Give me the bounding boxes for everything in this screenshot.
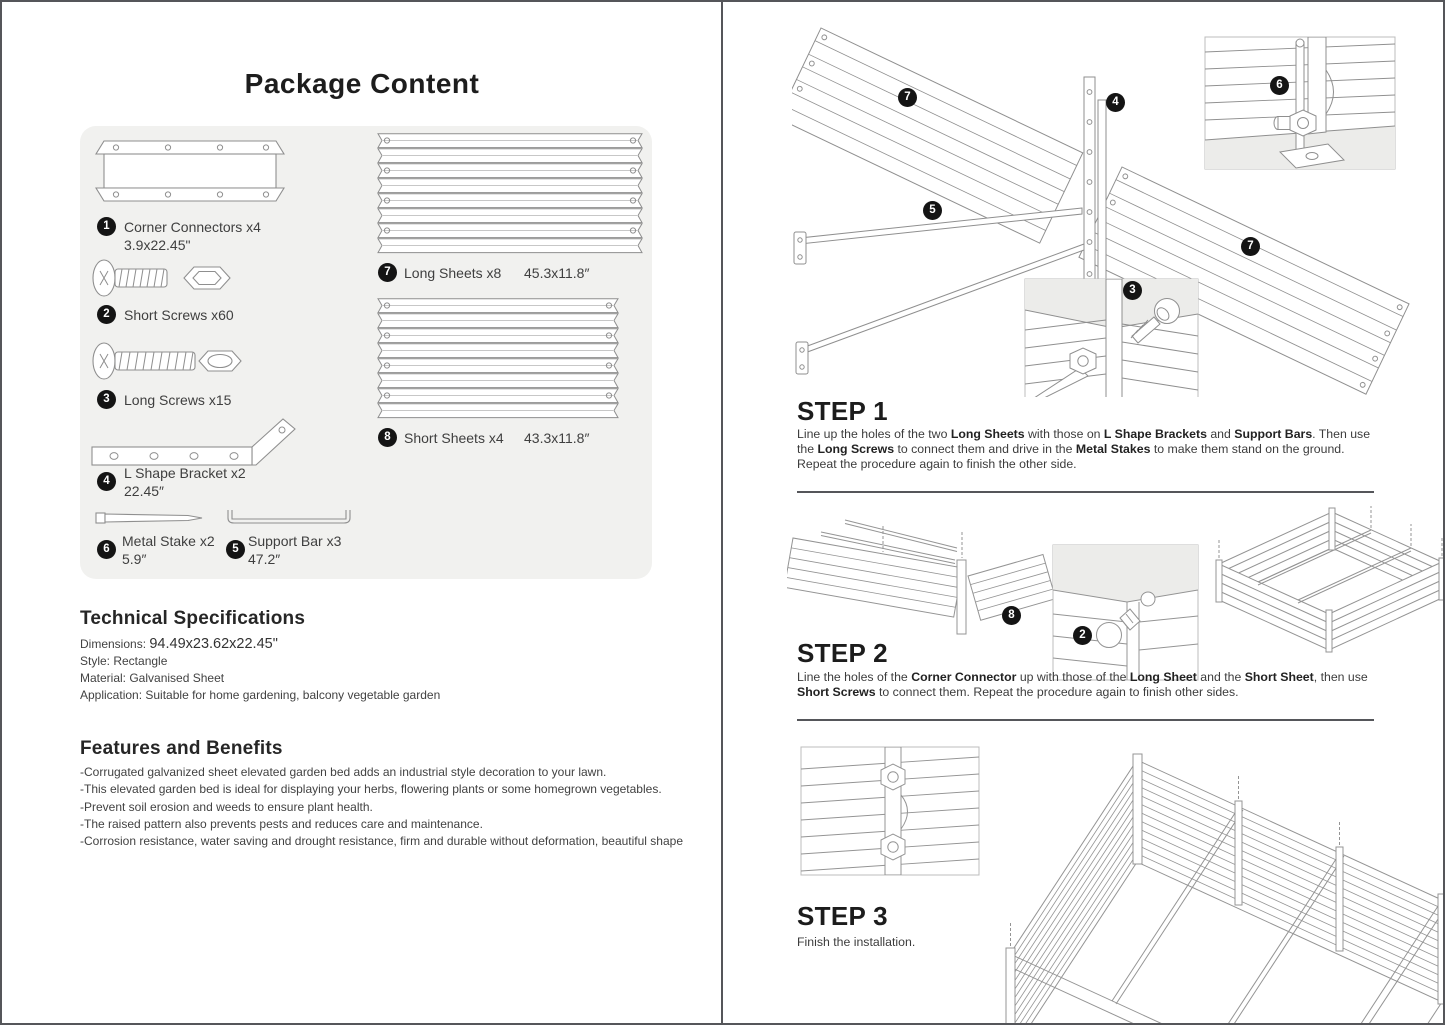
feature-item: -Prevent soil erosion and weeds to ensure plant health. xyxy=(80,799,373,814)
step1-body xyxy=(797,427,1377,473)
spec-style: Style: Rectangle xyxy=(80,654,168,668)
step2-bold: Corner Connector xyxy=(911,670,1017,684)
part-label-l-shape-bracket: L Shape Bracket x2 xyxy=(124,465,246,481)
feature-item: -This elevated garden bed is ideal for displaying your herbs, flowering plants or some homegrown vegetables. xyxy=(80,782,662,797)
spec-application: Application: Suitable for home gardening, balcony vegetable garden xyxy=(80,688,441,702)
step1-text: . Then use the xyxy=(797,427,1371,457)
step1-bold: Long Screws xyxy=(817,442,895,457)
part-dim-metal-stake: 5.9″ xyxy=(122,551,147,567)
diagram-badge-l-shape-bracket: 4 xyxy=(1106,93,1125,112)
section-separator xyxy=(797,491,1374,493)
short-screw-drawing xyxy=(90,257,240,299)
spec-dimensions xyxy=(80,636,680,653)
step1-bold: L Shape Brackets xyxy=(1103,427,1207,441)
diagram-badge-long-sheet-right: 7 xyxy=(1241,237,1260,256)
step2-text: to connect them. Repeat the procedure again to finish other sides. xyxy=(875,685,1239,700)
support-bar-drawing xyxy=(224,506,354,530)
part-badge-support-bar: 5 xyxy=(226,540,245,559)
part-badge-corner-connectors: 1 xyxy=(97,217,116,236)
diagram-badge-support-bar: 5 xyxy=(923,201,942,220)
step1-bold: Metal Stakes xyxy=(1075,442,1151,457)
step1-bold: Support Bars xyxy=(1234,427,1313,441)
part-label-long-sheets: Long Sheets x8 xyxy=(404,265,502,281)
diagram-badge-short-sheet: 8 xyxy=(1002,606,1021,625)
features-heading: Features and Benefits xyxy=(80,738,283,759)
step1-text: to make them stand on the ground. Repeat the procedure again to finish the other side. xyxy=(797,442,1345,472)
short-sheets-drawing xyxy=(374,298,622,420)
features-list xyxy=(80,764,700,850)
step3-body xyxy=(797,935,1377,950)
step2-text: up with those of the xyxy=(1016,670,1130,684)
step2-body xyxy=(797,670,1377,700)
step3-heading: STEP 3 xyxy=(797,901,888,931)
part-badge-metal-stake: 6 xyxy=(97,540,116,559)
part-label-corner-connectors: Corner Connectors x4 xyxy=(124,219,261,235)
center-divider xyxy=(721,2,723,1025)
spec-dimensions-label: Dimensions: xyxy=(80,637,150,651)
step1-text: and xyxy=(1206,427,1235,441)
step1-text: with those on xyxy=(1024,427,1104,441)
step2-text: and the xyxy=(1196,670,1245,684)
step1-diagram xyxy=(792,12,1445,397)
long-screw-drawing xyxy=(90,340,250,382)
part-dim-corner-connectors: 3.9x22.45" xyxy=(124,237,191,253)
part-label-metal-stake: Metal Stake x2 xyxy=(122,533,215,549)
feature-item: -The raised pattern also prevents pests and reduces care and maintenance. xyxy=(80,816,483,831)
step2-text: , then use xyxy=(1313,670,1368,684)
step2-heading: STEP 2 xyxy=(797,638,888,668)
feature-item: -Corrosion resistance, water saving and drought resistance, firm and durable without deformation, beautiful shape xyxy=(80,834,683,849)
part-badge-long-sheets: 7 xyxy=(378,263,397,282)
step2-bold: Short Screws xyxy=(797,685,876,700)
tech-specs-heading: Technical Specifications xyxy=(80,608,306,629)
feature-item: -Corrugated galvanized sheet elevated garden bed adds an industrial style decoration to your lawn. xyxy=(80,765,607,779)
step3-text: Finish the installation. xyxy=(797,935,916,949)
part-badge-short-screws: 2 xyxy=(97,305,116,324)
part-badge-l-shape-bracket: 4 xyxy=(97,472,116,491)
part-dim-support-bar: 47.2″ xyxy=(248,551,281,567)
part-label-short-sheets: Short Sheets x4 xyxy=(404,430,504,446)
step3-diagram xyxy=(797,737,1445,1025)
part-dim-l-shape-bracket: 22.45″ xyxy=(124,483,164,499)
diagram-badge-long-sheet-left: 7 xyxy=(898,88,917,107)
part-dim-short-sheets: 43.3x11.8″ xyxy=(524,430,590,446)
long-sheets-drawing xyxy=(374,133,646,255)
part-badge-short-sheets: 8 xyxy=(378,428,397,447)
step1-heading: STEP 1 xyxy=(797,396,888,426)
package-content-box xyxy=(80,126,652,579)
part-label-long-screws: Long Screws x15 xyxy=(124,392,232,408)
page-title: Package Content xyxy=(244,68,480,99)
spec-dimensions-value: 94.49x23.62x22.45" xyxy=(149,636,278,652)
part-dim-long-sheets: 45.3x11.8″ xyxy=(524,265,590,281)
diagram-badge-metal-stake: 6 xyxy=(1270,76,1289,95)
step1-text: Line up the holes of the two xyxy=(797,427,951,441)
diagram-badge-short-screw: 2 xyxy=(1073,626,1092,645)
part-badge-long-screws: 3 xyxy=(97,390,116,409)
step1-text: to connect them and drive in the xyxy=(894,442,1076,457)
tech-specs-list xyxy=(80,636,680,704)
part-label-support-bar: Support Bar x3 xyxy=(248,533,342,549)
section-separator xyxy=(797,719,1374,721)
step2-bold: Long Sheet xyxy=(1129,670,1197,684)
step1-bold: Long Sheets xyxy=(950,427,1025,441)
corner-connector-drawing xyxy=(90,138,290,206)
metal-stake-drawing xyxy=(94,508,206,528)
spec-material: Material: Galvanised Sheet xyxy=(80,671,225,685)
diagram-badge-long-screw: 3 xyxy=(1123,281,1142,300)
part-label-short-screws: Short Screws x60 xyxy=(124,307,234,323)
l-shape-bracket-drawing xyxy=(90,417,302,469)
step2-text: Line the holes of the xyxy=(797,670,912,684)
step2-bold: Short Sheet xyxy=(1244,670,1314,684)
